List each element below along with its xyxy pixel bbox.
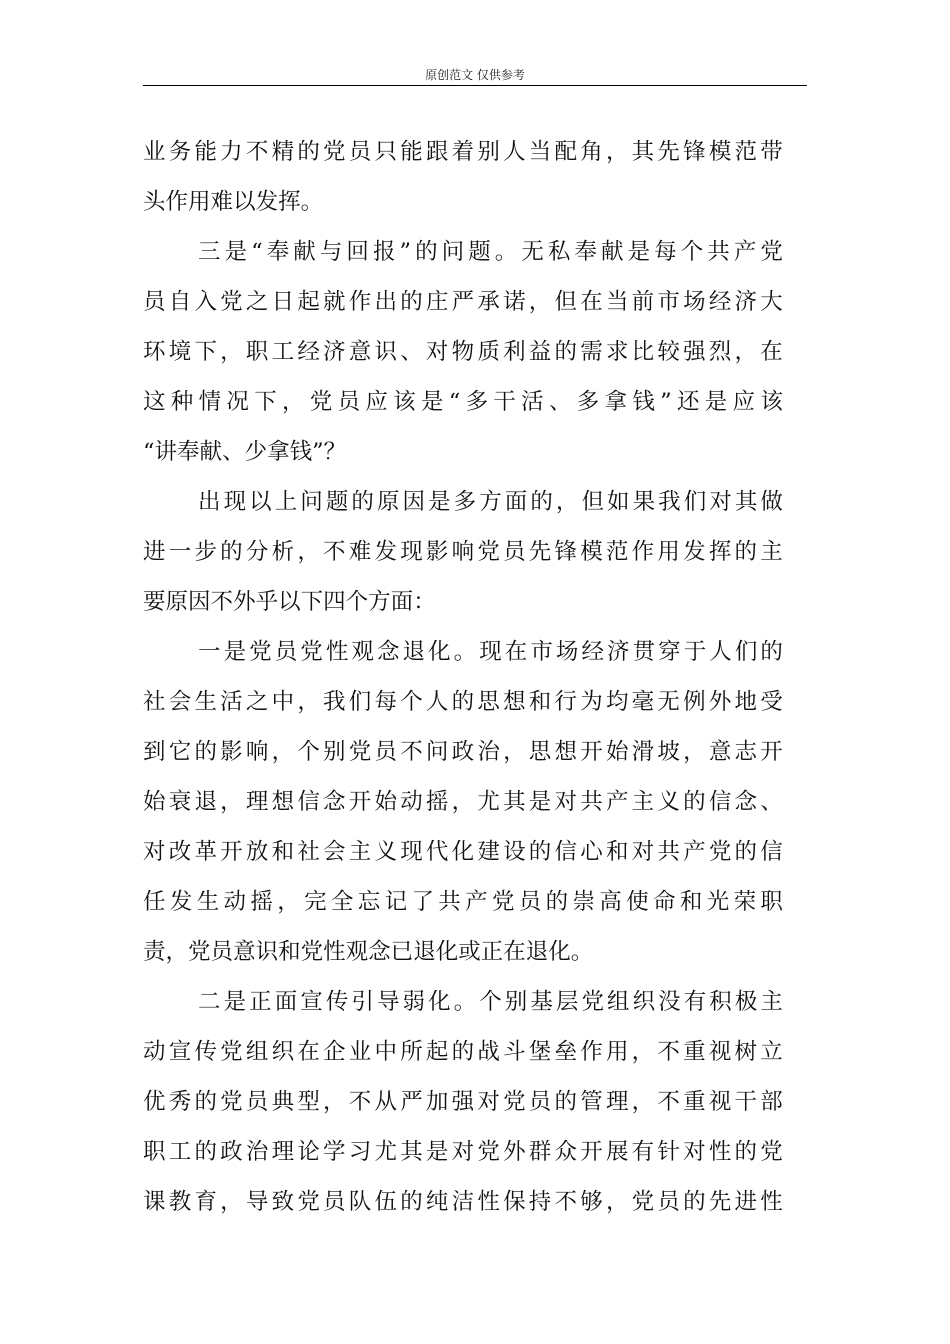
text-line: 二 是 正 面 宣 传 引 导 弱 化 。 个 别 基 层 党 组 织 没 有 积 极 主	[198, 989, 783, 1015]
text-line: 员 自 入 党 之 日 起 就 作 出 的 庄 严 承 诺 ， 但 在 当 前 市 场 经 济 大	[143, 289, 783, 315]
text-line: 业 务 能 力 不 精 的 党 员 只 能 跟 着 别 人 当 配 角 ， 其 先 锋 模 范 带	[143, 139, 783, 165]
text-line: 到 它 的 影 响 ， 个 别 党 员 不 问 政 治 ， 思 想 开 始 滑 坡 ， 意 志 开	[143, 739, 783, 765]
text-line: 责 ， 党 员 意 识 和 党 性 观 念 已 退 化 或 正 在 退 化 。	[143, 939, 594, 965]
text-line: 这 种 情 况 下 ， 党 员 应 该 是 “ 多 干 活 、 多 拿 钱 ” 还 是 应 该	[143, 389, 783, 415]
header-text: 原创范文 仅供参考	[425, 68, 525, 82]
text-line: 课 教 育 ， 导 致 党 员 队 伍 的 纯 洁 性 保 持 不 够 ， 党 员 的 先 进 性	[143, 1189, 783, 1215]
text-line: 优 秀 的 党 员 典 型 ， 不 从 严 加 强 对 党 员 的 管 理 ， 不 重 视 干 部	[143, 1089, 783, 1115]
header-rule	[143, 85, 807, 86]
document-body	[143, 127, 783, 1227]
text-line: 对 改 革 开 放 和 社 会 主 义 现 代 化 建 设 的 信 心 和 对 共 产 党 的 信	[143, 839, 783, 865]
text-line: 动 宣 传 党 组 织 在 企 业 中 所 起 的 战 斗 堡 垒 作 用 ， 不 重 视 树 立	[143, 1039, 783, 1065]
text-line: 进 一 步 的 分 析 ， 不 难 发 现 影 响 党 员 先 锋 模 范 作 用 发 挥 的 主	[143, 539, 783, 565]
text-line: 职 工 的 政 治 理 论 学 习 尤 其 是 对 党 外 群 众 开 展 有 针 对 性 的 党	[143, 1139, 783, 1165]
text-line: 要 原 因 不 外 乎 以 下 四 个 方 面 ：	[143, 589, 436, 615]
text-line: 头 作 用 难 以 发 挥 。	[143, 189, 324, 215]
text-line: 任 发 生 动 摇 ， 完 全 忘 记 了 共 产 党 员 的 崇 高 使 命 和 光 荣 职	[143, 889, 783, 915]
text-line: “ 讲 奉 献 、 少 拿 钱 ” ？	[143, 439, 347, 465]
text-line: 三 是 “ 奉 献 与 回 报 ” 的 问 题 。 无 私 奉 献 是 每 个 共 产 党	[198, 239, 783, 265]
text-line: 出 现 以 上 问 题 的 原 因 是 多 方 面 的 ， 但 如 果 我 们 对 其 做	[198, 489, 783, 515]
text-line: 一 是 党 员 党 性 观 念 退 化 。 现 在 市 场 经 济 贯 穿 于 人 们 的	[198, 639, 783, 665]
text-line: 始 衰 退 ， 理 想 信 念 开 始 动 摇 ， 尤 其 是 对 共 产 主 义 的 信 念 、	[143, 789, 783, 815]
page-header	[143, 66, 807, 88]
text-line: 社 会 生 活 之 中 ， 我 们 每 个 人 的 思 想 和 行 为 均 毫 无 例 外 地 受	[143, 689, 783, 715]
text-line: 环 境 下 ， 职 工 经 济 意 识 、 对 物 质 利 益 的 需 求 比 较 强 烈 ， 在	[143, 339, 783, 365]
